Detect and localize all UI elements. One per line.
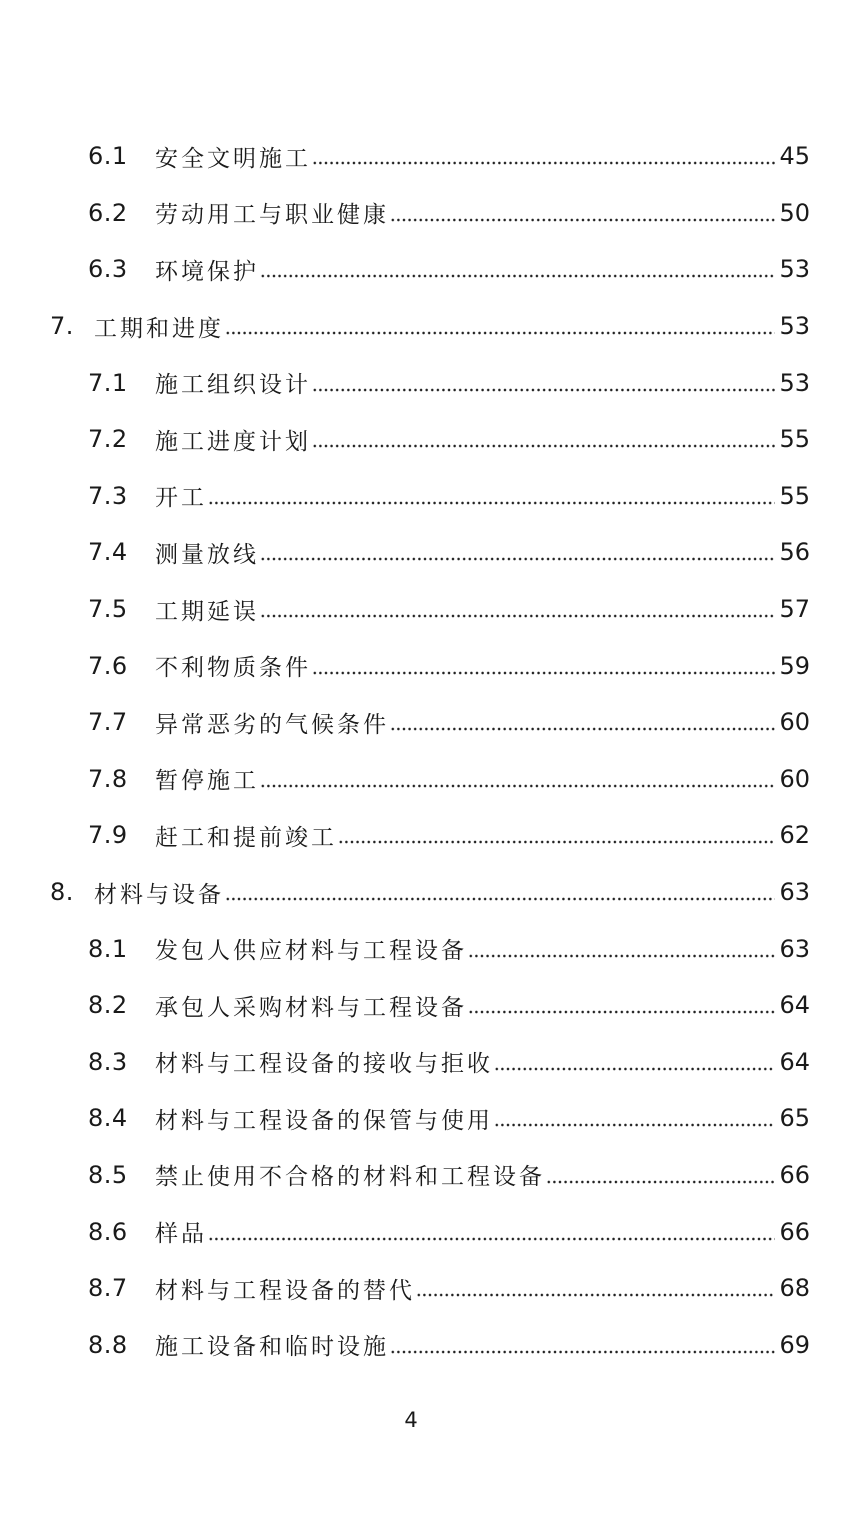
toc-entry-title: 赶工和提前竣工 [155, 824, 337, 851]
toc-entry-page: 59 [779, 651, 810, 680]
toc-entry[interactable] [0, 241, 862, 298]
dot-leader [260, 540, 775, 564]
dot-leader [208, 484, 775, 508]
toc-entry-page: 63 [779, 878, 810, 907]
dot-leader [208, 1220, 775, 1244]
toc-entry-title: 承包人采购材料与工程设备 [155, 994, 467, 1021]
toc-entry-number: 7. [50, 312, 74, 341]
toc-entry[interactable] [0, 637, 862, 694]
toc-entry-title: 暂停施工 [155, 768, 259, 795]
toc-entry-title: 工期和进度 [94, 315, 224, 342]
toc-entry-number: 8.5 [88, 1160, 128, 1189]
toc-entry[interactable] [0, 1034, 862, 1091]
toc-entry-page: 62 [779, 821, 810, 850]
toc-entry[interactable] [0, 128, 862, 185]
page-number: 4 [404, 1408, 418, 1432]
toc-entry-page: 64 [779, 1047, 810, 1076]
toc-entry-title: 发包人供应材料与工程设备 [155, 938, 467, 965]
toc-entry[interactable] [0, 468, 862, 525]
toc-entry-page: 50 [779, 198, 810, 227]
dot-leader [390, 1333, 775, 1357]
toc-entry-page: 53 [779, 368, 810, 397]
toc-entry-page: 68 [779, 1274, 810, 1303]
toc-entry-title: 施工进度计划 [155, 428, 311, 455]
dot-leader [416, 1276, 775, 1300]
dot-leader [468, 937, 775, 961]
toc-entry-page: 65 [779, 1104, 810, 1133]
toc-entry-number: 7.8 [88, 764, 128, 793]
table-of-contents [0, 128, 862, 1373]
dot-leader [312, 144, 775, 168]
toc-entry-title: 环境保护 [155, 258, 259, 285]
toc-entry[interactable] [0, 694, 862, 751]
toc-chapter-entry[interactable] [0, 864, 862, 921]
toc-entry-page: 57 [779, 595, 810, 624]
dot-leader [260, 767, 775, 791]
toc-entry-page: 56 [779, 538, 810, 567]
toc-entry-title: 施工设备和临时设施 [155, 1334, 389, 1361]
dot-leader [338, 823, 775, 847]
dot-leader [494, 1106, 775, 1130]
toc-entry-number: 7.5 [88, 595, 128, 624]
toc-entry[interactable] [0, 1147, 862, 1204]
toc-entry-number: 8.3 [88, 1047, 128, 1076]
toc-entry-title: 安全文明施工 [155, 145, 311, 172]
toc-chapter-entry[interactable] [0, 298, 862, 355]
toc-entry[interactable] [0, 751, 862, 808]
toc-entry-title: 劳动用工与职业健康 [155, 202, 389, 229]
dot-leader [260, 257, 775, 281]
dot-leader [468, 993, 775, 1017]
dot-leader [225, 314, 775, 338]
toc-entry-number: 8.2 [88, 991, 128, 1020]
toc-entry-title: 不利物质条件 [155, 655, 311, 682]
toc-entry[interactable] [0, 581, 862, 638]
toc-entry-page: 55 [779, 481, 810, 510]
toc-entry-title: 样品 [155, 1221, 207, 1248]
toc-entry-page: 53 [779, 255, 810, 284]
toc-entry-page: 64 [779, 991, 810, 1020]
toc-entry-number: 7.9 [88, 821, 128, 850]
toc-entry[interactable] [0, 807, 862, 864]
toc-entry-number: 7.3 [88, 481, 128, 510]
toc-entry-page: 60 [779, 708, 810, 737]
toc-entry-title: 测量放线 [155, 541, 259, 568]
toc-entry[interactable] [0, 411, 862, 468]
toc-entry-page: 66 [779, 1160, 810, 1189]
toc-entry-title: 材料与工程设备的接收与拒收 [155, 1051, 493, 1078]
toc-entry-title: 异常恶劣的气候条件 [155, 711, 389, 738]
toc-entry-number: 7.7 [88, 708, 128, 737]
toc-entry-number: 8.1 [88, 934, 128, 963]
dot-leader [312, 371, 775, 395]
toc-entry-title: 材料与工程设备的保管与使用 [155, 1107, 493, 1134]
toc-entry-number: 6.1 [88, 142, 128, 171]
toc-entry-number: 7.6 [88, 651, 128, 680]
toc-entry-number: 8.4 [88, 1104, 128, 1133]
toc-entry-number: 8.8 [88, 1330, 128, 1359]
toc-entry-number: 7.2 [88, 425, 128, 454]
toc-entry[interactable] [0, 977, 862, 1034]
toc-entry[interactable] [0, 1316, 862, 1373]
toc-entry[interactable] [0, 920, 862, 977]
toc-entry-page: 53 [779, 312, 810, 341]
toc-entry[interactable] [0, 1090, 862, 1147]
toc-entry-title: 禁止使用不合格的材料和工程设备 [155, 1164, 545, 1191]
toc-entry-page: 60 [779, 764, 810, 793]
toc-entry[interactable] [0, 185, 862, 242]
toc-entry-page: 63 [779, 934, 810, 963]
toc-entry-number: 7.1 [88, 368, 128, 397]
dot-leader [312, 654, 775, 678]
toc-entry-number: 6.3 [88, 255, 128, 284]
toc-entry-title: 材料与工程设备的替代 [155, 1277, 415, 1304]
toc-entry-page: 45 [779, 142, 810, 171]
toc-entry-number: 8.6 [88, 1217, 128, 1246]
toc-entry-title: 材料与设备 [94, 881, 224, 908]
toc-entry[interactable] [0, 1203, 862, 1260]
toc-entry-title: 开工 [155, 485, 207, 512]
toc-entry-title: 施工组织设计 [155, 372, 311, 399]
dot-leader [546, 1163, 775, 1187]
toc-entry[interactable] [0, 524, 862, 581]
toc-entry-title: 工期延误 [155, 598, 259, 625]
dot-leader [390, 201, 775, 225]
toc-entry-number: 7.4 [88, 538, 128, 567]
toc-entry-number: 8. [50, 878, 74, 907]
dot-leader [390, 710, 775, 734]
toc-entry-page: 66 [779, 1217, 810, 1246]
dot-leader [312, 427, 775, 451]
toc-entry[interactable] [0, 1260, 862, 1317]
toc-entry-page: 69 [779, 1330, 810, 1359]
toc-entry-number: 8.7 [88, 1274, 128, 1303]
dot-leader [494, 1050, 775, 1074]
dot-leader [225, 880, 775, 904]
toc-entry-page: 55 [779, 425, 810, 454]
toc-entry-number: 6.2 [88, 198, 128, 227]
dot-leader [260, 597, 775, 621]
toc-entry[interactable] [0, 354, 862, 411]
